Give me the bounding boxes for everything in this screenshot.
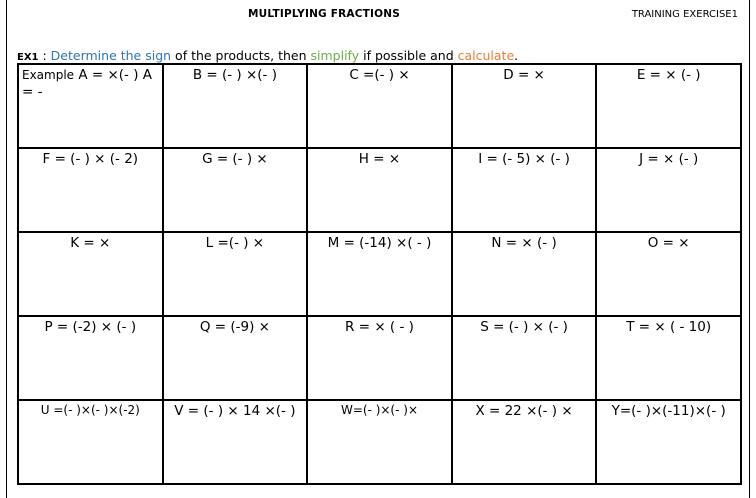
exercise-cell-t[interactable]	[596, 316, 741, 400]
expression-u: U =(- )×(- )×(-2)	[40, 403, 140, 417]
exercise-cell-l[interactable]	[163, 232, 308, 316]
instruction-simplify: simplify	[310, 48, 360, 63]
expression-k: K = ×	[70, 235, 111, 251]
exercise-instruction	[17, 48, 518, 63]
instruction-colon: :	[38, 48, 51, 63]
expression-w: W=(- )×(- )×	[340, 403, 418, 417]
expression-i: I = (- 5) × (- )	[478, 151, 570, 167]
expression-j: J = × (- )	[639, 151, 699, 167]
expression-q: Q = (-9) ×	[199, 319, 270, 335]
grid-row	[18, 64, 741, 148]
exercise-cell-k[interactable]	[18, 232, 163, 316]
exercise-cell-h[interactable]	[307, 148, 452, 232]
exercise-label: EX1	[17, 52, 39, 63]
exercise-cell-x[interactable]	[452, 400, 597, 484]
exercise-cell-p[interactable]	[18, 316, 163, 400]
exercise-cell-n[interactable]	[452, 232, 597, 316]
exercise-cell-v[interactable]	[163, 400, 308, 484]
exercise-cell-example[interactable]	[18, 64, 163, 148]
exercise-cell-m[interactable]	[307, 232, 452, 316]
expression-f: F = (- ) × (- 2)	[42, 151, 139, 167]
instruction-text-2: if possible and	[359, 48, 458, 63]
grid-row	[18, 400, 741, 484]
example-label: Example	[22, 68, 75, 82]
exercise-cell-d[interactable]	[452, 64, 597, 148]
instruction-determine-sign: Determine the sign	[50, 48, 172, 63]
expression-c: C =(- ) ×	[349, 67, 410, 83]
grid-row	[18, 316, 741, 400]
exercise-cell-b[interactable]	[163, 64, 308, 148]
exercise-cell-g[interactable]	[163, 148, 308, 232]
expression-m: M = (-14) ×( - )	[327, 235, 432, 251]
exercise-cell-w[interactable]	[307, 400, 452, 484]
expression-b: B = (- ) ×(- )	[192, 67, 277, 83]
exercise-cell-r[interactable]	[307, 316, 452, 400]
expression-n: N = × (- )	[491, 235, 557, 251]
grid-row	[18, 148, 741, 232]
example-result: = -	[22, 84, 43, 100]
exercise-cell-q[interactable]	[163, 316, 308, 400]
grid-row	[18, 232, 741, 316]
expression-h: H = ×	[358, 151, 401, 167]
example-expression: A = ×(- ) A	[74, 67, 153, 83]
exercise-cell-o[interactable]	[596, 232, 741, 316]
expression-s: S = (- ) × (- )	[480, 319, 568, 335]
expression-p: P = (-2) × (- )	[44, 319, 137, 335]
exercise-cell-e[interactable]	[596, 64, 741, 148]
instruction-period: .	[514, 48, 519, 63]
expression-o: O = ×	[647, 235, 690, 251]
exercise-cell-c[interactable]	[307, 64, 452, 148]
expression-g: G = (- ) ×	[202, 151, 268, 167]
exercise-cell-f[interactable]	[18, 148, 163, 232]
worksheet-subtitle: TRAINING EXERCISE1	[631, 9, 738, 20]
exercise-cell-s[interactable]	[452, 316, 597, 400]
expression-l: L =(- ) ×	[205, 235, 265, 251]
expression-d: D = ×	[503, 67, 545, 83]
exercise-grid	[17, 63, 742, 485]
expression-r: R = × ( - )	[345, 319, 414, 335]
expression-x: X = 22 ×(- ) ×	[475, 403, 573, 419]
instruction-text-1: of the products, then	[171, 48, 311, 63]
expression-v: V = (- ) × 14 ×(- )	[174, 403, 296, 419]
expression-y: Y=(- )×(-11)×(- )	[611, 403, 726, 419]
expression-t: T = × ( - 10)	[626, 319, 712, 335]
worksheet-title: MULTIPLYING FRACTIONS	[248, 8, 400, 20]
exercise-cell-i[interactable]	[452, 148, 597, 232]
instruction-calculate: calculate	[457, 48, 515, 63]
exercise-cell-u[interactable]	[18, 400, 163, 484]
exercise-cell-j[interactable]	[596, 148, 741, 232]
expression-e: E = × (- )	[636, 67, 701, 83]
exercise-cell-y[interactable]	[596, 400, 741, 484]
